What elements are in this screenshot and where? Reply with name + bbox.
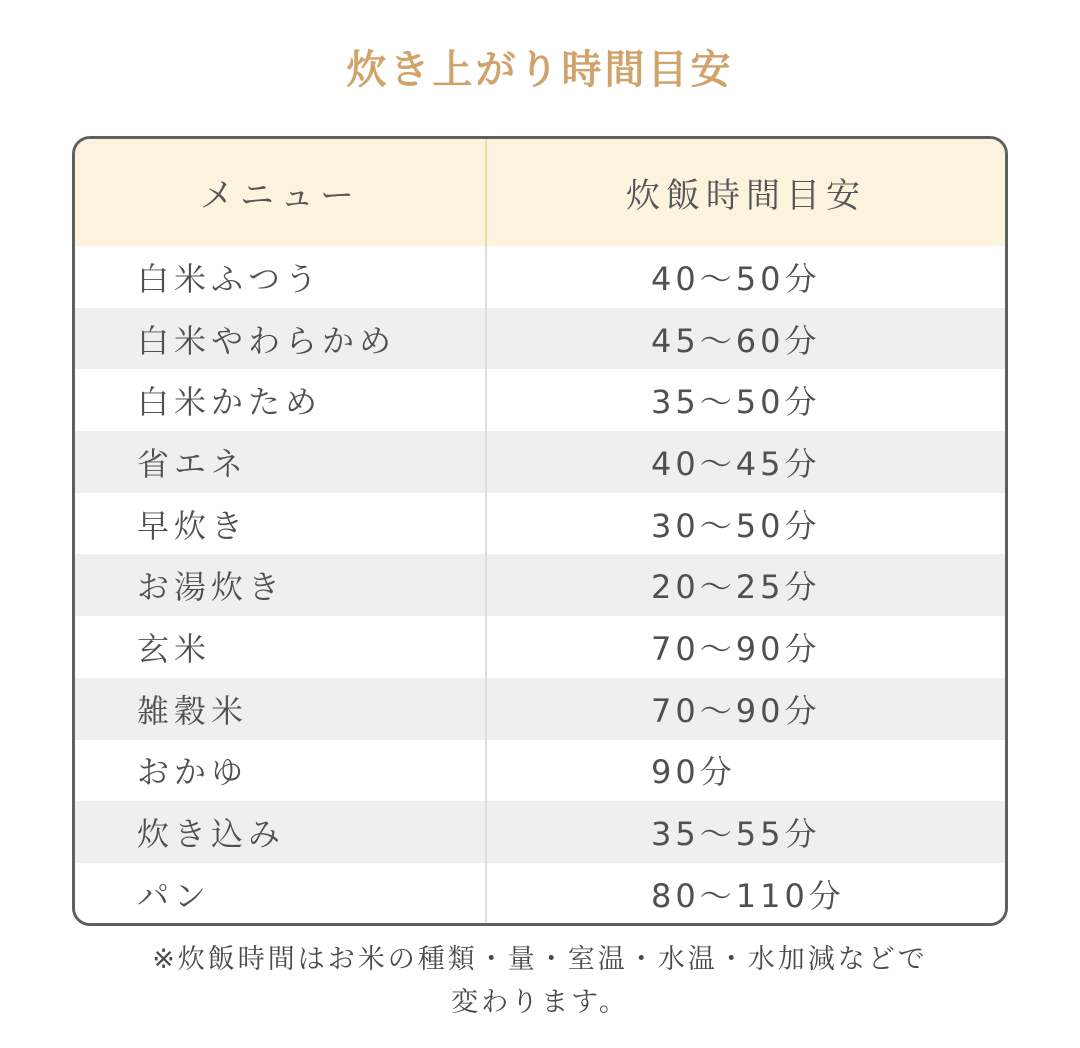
row-time: 40～45分 — [651, 444, 821, 483]
row-menu: 白米やわらかめ — [75, 308, 487, 370]
row-menu: 玄米 — [75, 616, 487, 678]
table-row — [75, 308, 1005, 370]
row-time: 35～55分 — [651, 815, 821, 854]
row-menu: おかゆ — [75, 740, 487, 802]
row-menu: パン — [75, 863, 487, 925]
table-row — [75, 616, 1005, 678]
table-row — [75, 369, 1005, 431]
row-menu: 白米かため — [75, 369, 487, 431]
table-row — [75, 431, 1005, 493]
row-menu: 早炊き — [75, 493, 487, 555]
row-time: 30～50分 — [651, 506, 821, 545]
table-row — [75, 801, 1005, 863]
row-time: 90分 — [651, 753, 736, 792]
table-row — [75, 740, 1005, 802]
table-header-row — [75, 139, 1005, 246]
row-time: 20～25分 — [651, 568, 821, 607]
row-menu: 炊き込み — [75, 801, 487, 863]
cooking-time-table — [72, 136, 1008, 926]
row-menu: 省エネ — [75, 431, 487, 493]
table-row — [75, 493, 1005, 555]
table-row — [75, 246, 1005, 308]
row-menu: お湯炊き — [75, 554, 487, 616]
row-time: 35～50分 — [651, 383, 821, 422]
table-row — [75, 678, 1005, 740]
table-row — [75, 554, 1005, 616]
table-row — [75, 863, 1005, 925]
header-menu: メニュー — [75, 139, 487, 246]
row-time: 45～60分 — [651, 321, 821, 360]
footnote-line-2: 変わります。 — [451, 987, 629, 1018]
row-time: 70～90分 — [651, 629, 821, 668]
header-time: 炊飯時間目安 — [626, 176, 866, 216]
row-menu: 白米ふつう — [75, 246, 487, 308]
footnote-line-1: ※炊飯時間はお米の種類・量・室温・水温・水加減などで — [152, 944, 928, 975]
row-menu: 雑穀米 — [75, 678, 487, 740]
table-body — [75, 246, 1005, 925]
row-time: 80～110分 — [651, 876, 845, 915]
row-time: 40～50分 — [651, 259, 821, 298]
footnote — [0, 938, 1080, 1024]
row-time: 70～90分 — [651, 691, 821, 730]
page-title: 炊き上がり時間目安 — [346, 47, 734, 93]
